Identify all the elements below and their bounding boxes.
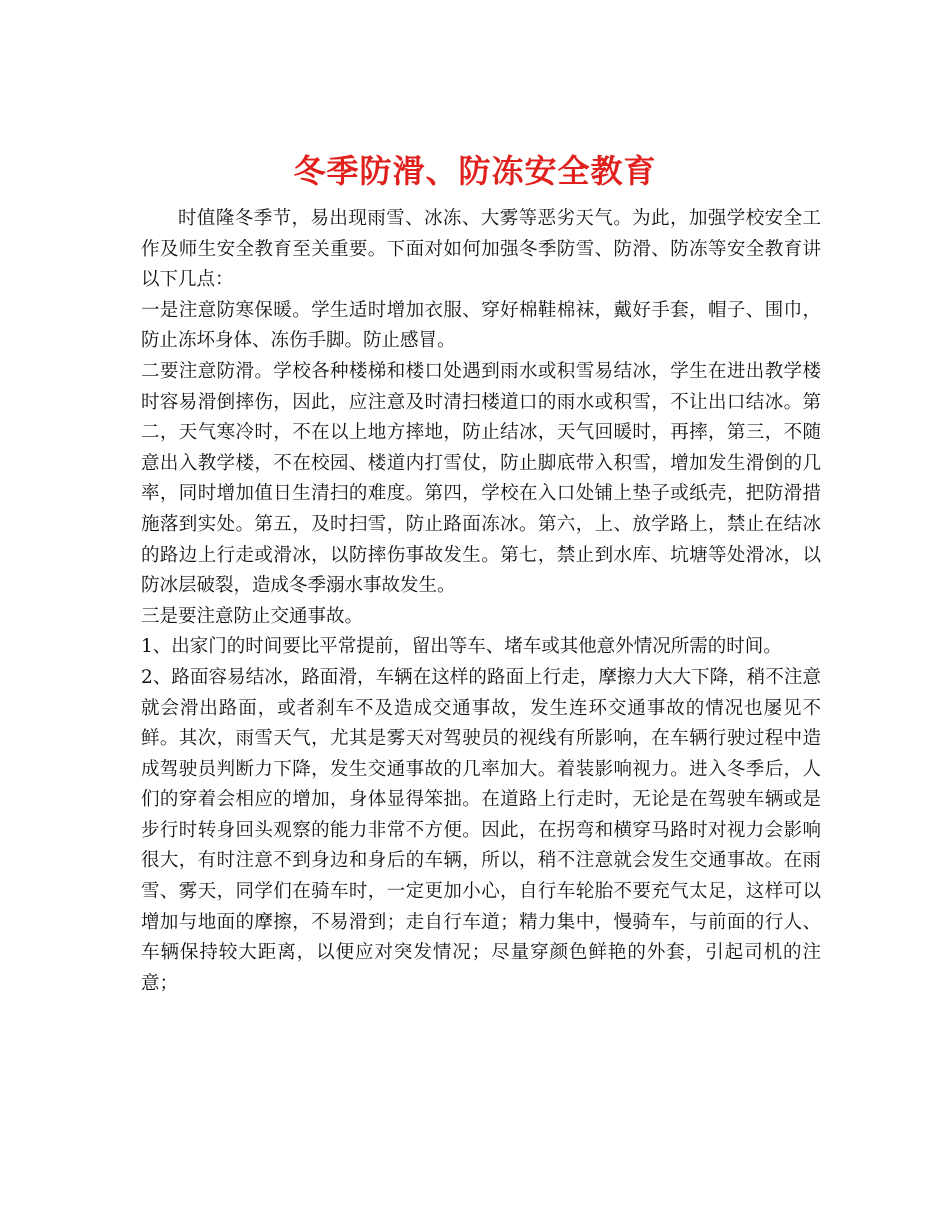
document-body — [141, 204, 821, 999]
traffic-item-2: 2、路面容易结冰，路面滑，车辆在这样的路面上行走，摩擦力大大下降，稍不注意就会滑出路面，或者刹车不及造成交通事故，发生连环交通事故的情况也屡见不鲜。其次，雨雪天气，尤其是雾天对驾驶员的视线有所影响，在车辆行驶过程中造成驾驶员判断力下降，发生交通事故的几率加大。着装影响视力。进入冬季后，人们的穿着会相应的增加，身体显得笨拙。在道路上行走时，无论是在驾驶车辆或是步行时转身回头观察的能力非常不方便。因此，在拐弯和横穿马路时对视力会影响很大，有时注意不到身边和身后的车辆，所以，稍不注意就会发生交通事故。在雨雪、雾天，同学们在骑车时，一定更加小心，自行车轮胎不要充气太足，这样可以增加与地面的摩擦，不易滑到；走自行车道；精力集中，慢骑车，与前面的行人、车辆保持较大距离，以便应对突发情况；尽量穿颜色鲜艳的外套，引起司机的注意； — [141, 666, 821, 994]
traffic-item-1: 1、出家门的时间要比平常提前，留出等车、堵车或其他意外情况所需的时间。 — [141, 636, 782, 658]
point-two-paragraph: 二要注意防滑。学校各种楼梯和楼口处遇到雨水或积雪易结冰，学生在进出教学楼时容易滑倒摔伤，因此，应注意及时清扫楼道口的雨水或积雪，不让出口结冰。第二，天气寒冷时，不在以上地方摔地，防止结冰，天气回暖时，再摔，第三，不随意出入教学楼，不在校园、楼道内打雪仗，防止脚底带入积雪，增加发生滑倒的几率，同时增加值日生清扫的难度。第四，学校在入口处铺上垫子或纸壳，把防滑措施落到实处。第五，及时扫雪，防止路面冻冰。第六，上、放学路上，禁止在结冰的路边上行走或滑冰，以防摔伤事故发生。第七，禁止到水库、坑塘等处滑冰，以防冰层破裂，造成冬季溺水事故发生。 — [141, 360, 821, 597]
point-one-paragraph: 一是注意防寒保暖。学生适时增加衣服、穿好棉鞋棉袜，戴好手套，帽子、围巾，防止冻坏身体、冻伤手脚。防止感冒。 — [141, 299, 821, 352]
point-three-heading: 三是要注意防止交通事故。 — [141, 605, 364, 627]
intro-paragraph: 时值隆冬季节，易出现雨雪、冰冻、大雾等恶劣天气。为此，加强学校安全工作及师生安全教育至关重要。下面对如何加强冬季防雪、防滑、防冻等安全教育讲以下几点： — [141, 208, 821, 291]
document-title: 冬季防滑、防冻安全教育 — [293, 152, 657, 191]
